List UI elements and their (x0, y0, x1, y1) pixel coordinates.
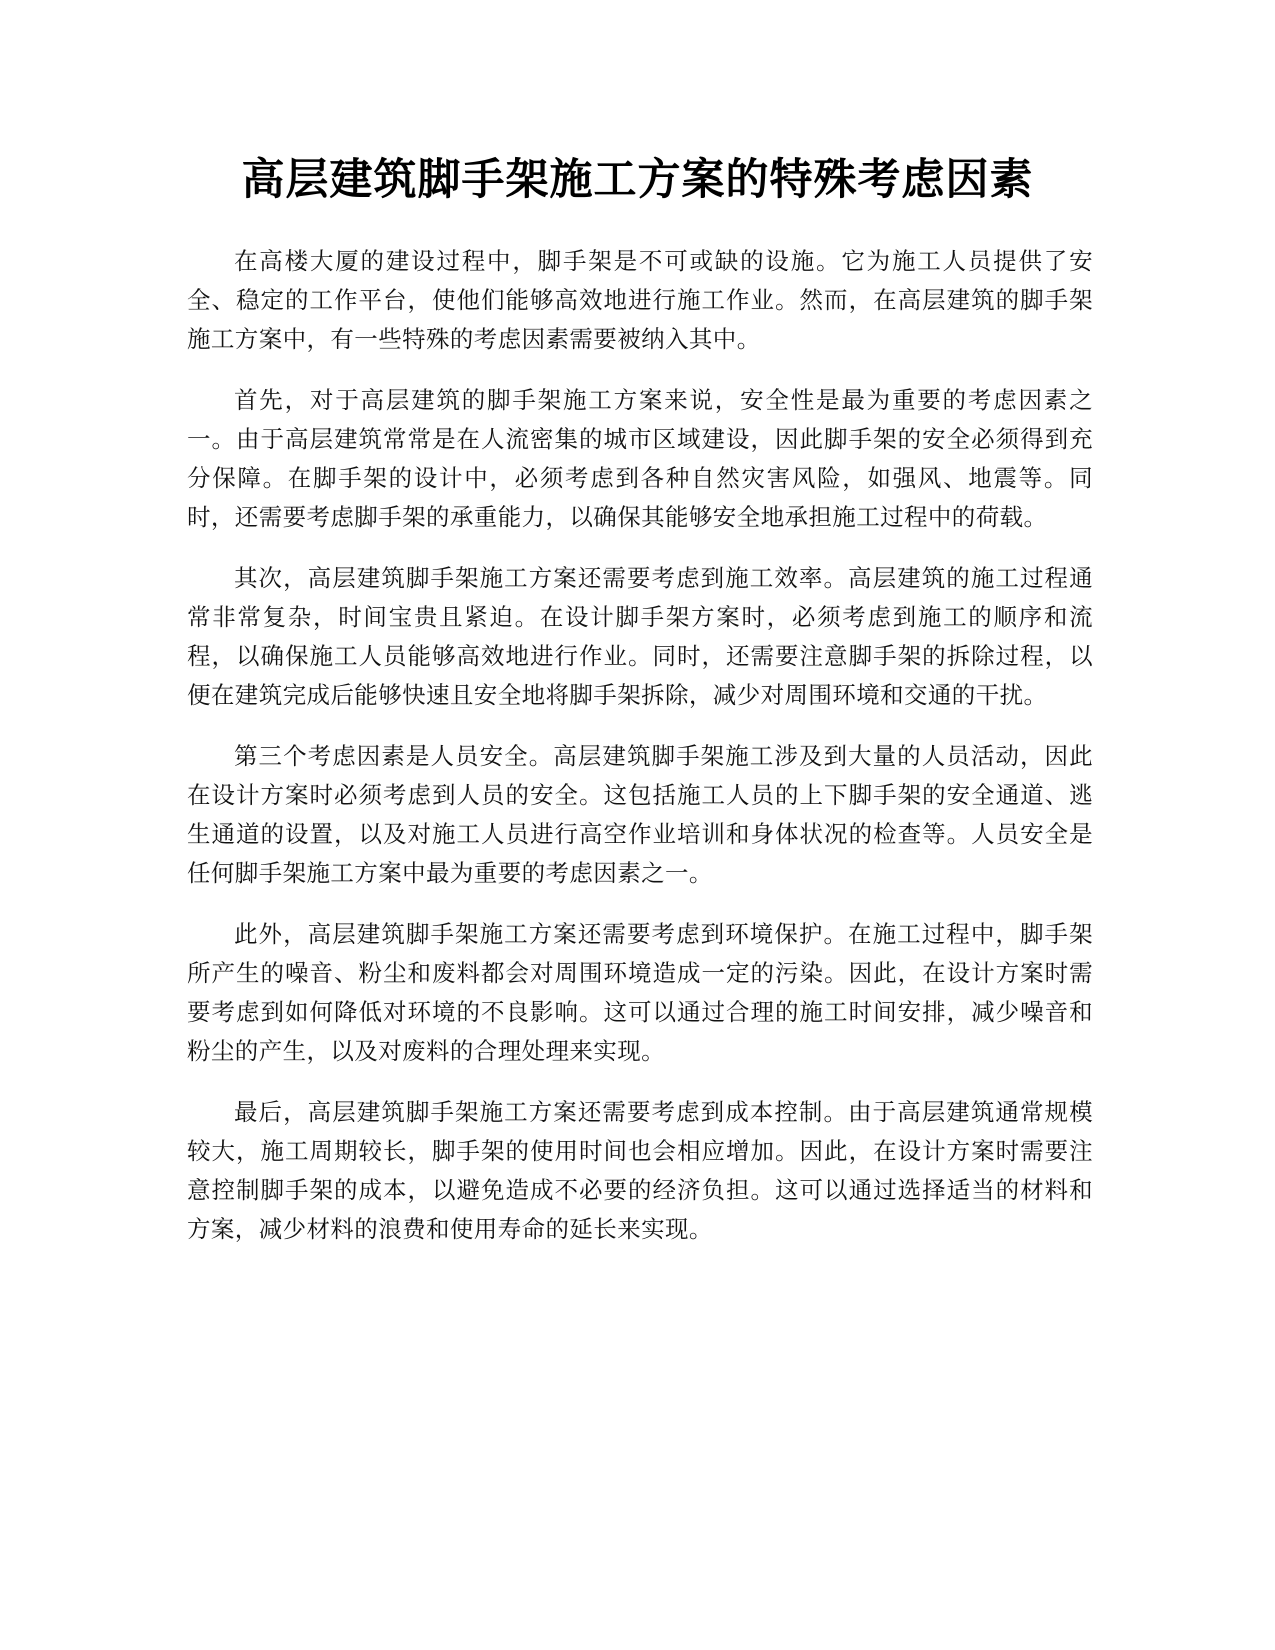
paragraph-personnel-safety: 第三个考虑因素是人员安全。高层建筑脚手架施工涉及到大量的人员活动，因此在设计方案时必须考虑到人员的安全。这包括施工人员的上下脚手架的安全通道、逃生通道的设置，以及对施工人员进行高空作业培训和身体状况的检查等。人员安全是任何脚手架施工方案中最为重要的考虑因素之一。 (187, 742, 1093, 887)
paragraph-intro: 在高楼大厦的建设过程中，脚手架是不可或缺的设施。它为施工人员提供了安全、稳定的工作平台，使他们能够高效地进行施工作业。然而，在高层建筑的脚手架施工方案中，有一些特殊的考虑因素需要被纳入其中。 (187, 247, 1093, 353)
paragraph-safety: 首先，对于高层建筑的脚手架施工方案来说，安全性是最为重要的考虑因素之一。由于高层建筑常常是在人流密集的城市区域建设，因此脚手架的安全必须得到充分保障。在脚手架的设计中，必须考虑到各种自然灾害风险，如强风、地震等。同时，还需要考虑脚手架的承重能力，以确保其能够安全地承担施工过程中的荷载。 (187, 386, 1093, 531)
paragraph-environment: 此外，高层建筑脚手架施工方案还需要考虑到环境保护。在施工过程中，脚手架所产生的噪音、粉尘和废料都会对周围环境造成一定的污染。因此，在设计方案时需要考虑到如何降低对环境的不良影响。这可以通过合理的施工时间安排，减少噪音和粉尘的产生，以及对废料的合理处理来实现。 (187, 920, 1093, 1065)
document-title: 高层建筑脚手架施工方案的特殊考虑因素 (241, 155, 1034, 205)
paragraph-efficiency: 其次，高层建筑脚手架施工方案还需要考虑到施工效率。高层建筑的施工过程通常非常复杂，时间宝贵且紧迫。在设计脚手架方案时，必须考虑到施工的顺序和流程，以确保施工人员能够高效地进行作业。同时，还需要注意脚手架的拆除过程，以便在建筑完成后能够快速且安全地将脚手架拆除，减少对周围环境和交通的干扰。 (187, 564, 1093, 709)
document-body (187, 242, 1093, 1271)
paragraph-cost-control: 最后，高层建筑脚手架施工方案还需要考虑到成本控制。由于高层建筑通常规模较大，施工周期较长，脚手架的使用时间也会相应增加。因此，在设计方案时需要注意控制脚手架的成本，以避免造成不必要的经济负担。这可以通过选择适当的材料和方案，减少材料的浪费和使用寿命的延长来实现。 (187, 1098, 1093, 1243)
